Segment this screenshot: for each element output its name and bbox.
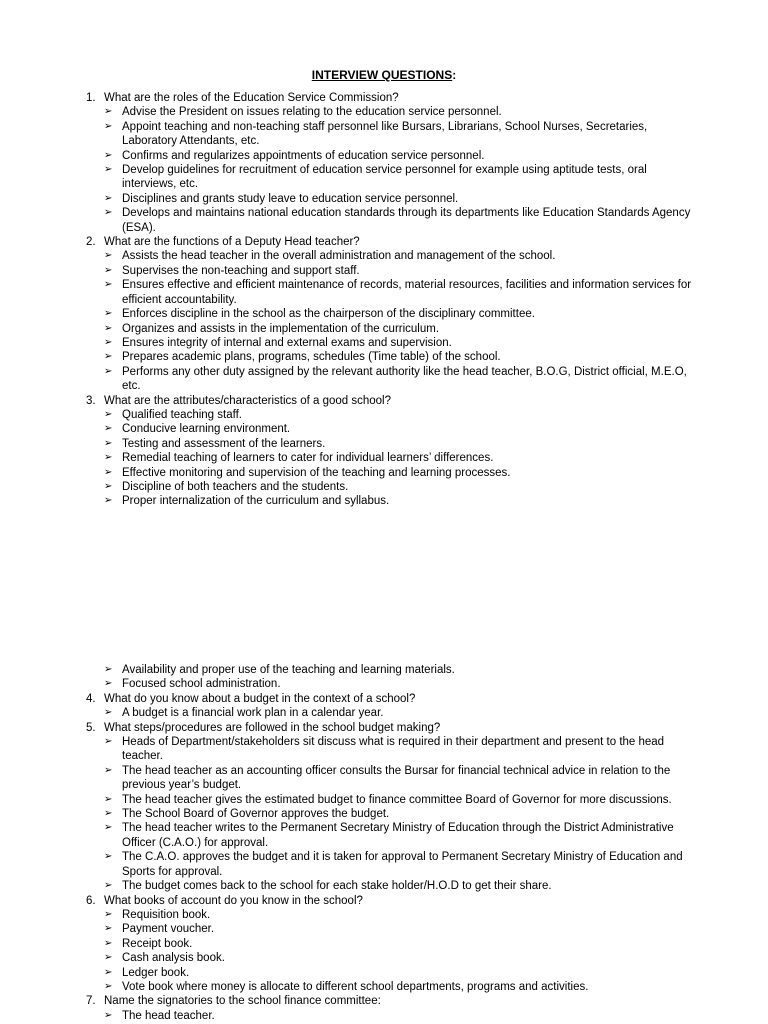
arrow-bullet-icon: ➢ (104, 192, 113, 204)
arrow-bullet-icon: ➢ (104, 678, 113, 690)
arrow-bullet-icon: ➢ (104, 664, 113, 675)
answer-bullet (0, 365, 768, 394)
answer-bullet (0, 480, 768, 494)
answer-text: Confirms and regularizes appointments of education service personnel. (122, 149, 485, 162)
answer-text: Assists the head teacher in the overall administration and management of the school. (122, 250, 556, 263)
question-number: 4. (86, 692, 96, 705)
answer-bullet (0, 163, 768, 192)
answer-text: The head teacher gives the estimated budget to finance committee Board of Governor for more discussions. (122, 793, 672, 806)
answer-text: The head teacher as an accounting officer consults the Bursar for financial technical advice in relation to the previous year’s budget. (122, 764, 671, 792)
answer-bullet (0, 249, 768, 263)
arrow-bullet-icon: ➢ (104, 408, 113, 420)
answer-bullet (0, 278, 768, 307)
arrow-bullet-icon: ➢ (104, 937, 113, 949)
answer-text: Ensures effective and efficient maintenance of records, material resources, facilities and information services for efficient accountability. (122, 279, 692, 306)
question-text: What steps/procedures are followed in the school budget making? (104, 721, 441, 734)
answer-text: Testing and assessment of the learners. (122, 437, 326, 450)
arrow-bullet-icon: ➢ (104, 851, 113, 863)
arrow-bullet-icon: ➢ (104, 908, 113, 920)
answer-bullet (0, 336, 768, 350)
answer-text: Enforces discipline in the school as the chairperson of the disciplinary committee. (122, 308, 535, 321)
answer-bullet (0, 466, 768, 480)
answer-bullet (0, 264, 768, 278)
answer-text: Performs any other duty assigned by the relevant authority like the head teacher, B.O.G, District official, M.E.O, etc. (122, 365, 687, 393)
arrow-bullet-icon: ➢ (104, 264, 113, 276)
question (0, 692, 768, 706)
answer-text: Appoint teaching and non-teaching staff personnel like Bursars, Librarians, School Nurses, Secretaries, Laboratory Attendants, etc. (122, 120, 648, 148)
answer-text: Effective monitoring and supervision of the teaching and learning processes. (122, 466, 511, 479)
question (0, 91, 768, 105)
question-number: 5. (86, 721, 96, 734)
arrow-bullet-icon: ➢ (104, 308, 113, 320)
answer-text: The head teacher. (122, 1009, 215, 1022)
arrow-bullet-icon: ➢ (104, 207, 113, 219)
answer-text: Conducive learning environment. (122, 423, 291, 436)
answer-bullet (0, 807, 768, 821)
arrow-bullet-icon: ➢ (104, 736, 113, 748)
answer-bullet (0, 437, 768, 451)
answer-text: Disciplines and grants study leave to education service personnel. (122, 192, 459, 205)
answer-bullet (0, 966, 768, 980)
arrow-bullet-icon: ➢ (104, 793, 113, 805)
answer-bullet (0, 706, 768, 720)
arrow-bullet-icon: ➢ (104, 1009, 113, 1021)
arrow-bullet-icon: ➢ (104, 351, 113, 363)
question-number: 1. (86, 92, 96, 104)
question-text: What do you know about a budget in the context of a school? (104, 692, 416, 705)
answer-text: Proper internalization of the curriculum and syllabus. (122, 495, 390, 508)
arrow-bullet-icon: ➢ (104, 164, 113, 176)
answer-text: Cash analysis book. (122, 952, 225, 965)
arrow-bullet-icon: ➢ (104, 322, 113, 334)
answer-text: Qualified teaching staff. (122, 408, 242, 421)
question-text: Name the signatories to the school finance committee: (104, 995, 381, 1008)
arrow-bullet-icon: ➢ (104, 250, 113, 262)
question-number: 2. (86, 236, 96, 249)
answer-text: The School Board of Governor approves the budget. (122, 808, 390, 821)
arrow-bullet-icon: ➢ (104, 822, 113, 834)
arrow-bullet-icon: ➢ (104, 437, 113, 449)
arrow-bullet-icon: ➢ (104, 495, 113, 507)
page-title: INTERVIEW QUESTIONS: (311, 68, 457, 82)
answer-text: Prepares academic plans, programs, schedules (Time table) of the school. (122, 351, 501, 364)
answer-text: The head teacher writes to the Permanent Secretary Ministry of Education through the District Administrative Officer (C.A.O.) for approval. (122, 822, 674, 849)
arrow-bullet-icon: ➢ (104, 808, 113, 820)
answer-bullet (0, 422, 768, 436)
arrow-bullet-icon: ➢ (104, 365, 113, 377)
question-number: 3. (86, 394, 96, 407)
answer-bullet (0, 980, 768, 994)
answer-text: The budget comes back to the school for each stake holder/H.O.D to get their share. (122, 880, 552, 893)
answer-text: Availability and proper use of the teaching and learning materials. (122, 664, 455, 676)
answer-text: Develops and maintains national education standards through its departments like Education Standards Agency (ESA). (122, 207, 691, 234)
answer-bullet (0, 105, 768, 119)
question-number: 6. (86, 894, 96, 907)
answer-bullet (0, 494, 768, 508)
question-text: What are the attributes/characteristics of a good school? (104, 394, 392, 407)
arrow-bullet-icon: ➢ (104, 279, 113, 291)
answer-text: Payment voucher. (122, 923, 215, 936)
answer-bullet (0, 120, 768, 149)
question-text: What are the functions of a Deputy Head teacher? (104, 236, 360, 249)
question (0, 394, 768, 408)
answer-text: Heads of Department/stakeholders sit discuss what is required in their department and present to the head teacher. (122, 736, 665, 763)
answer-bullet (0, 850, 768, 879)
question-block (0, 91, 768, 509)
answer-bullet (0, 922, 768, 936)
question-number: 7. (86, 995, 96, 1008)
arrow-bullet-icon: ➢ (104, 952, 113, 964)
arrow-bullet-icon: ➢ (104, 923, 113, 935)
answer-bullet (0, 1009, 768, 1023)
answer-bullet (0, 350, 768, 364)
question (0, 235, 768, 249)
answer-text: Discipline of both teachers and the students. (122, 480, 349, 493)
answer-bullet (0, 451, 768, 465)
answer-bullet (0, 879, 768, 893)
arrow-bullet-icon: ➢ (104, 336, 113, 348)
answer-bullet (0, 663, 768, 677)
answer-bullet (0, 951, 768, 965)
arrow-bullet-icon: ➢ (104, 880, 113, 892)
answer-bullet (0, 908, 768, 922)
answer-text: The C.A.O. approves the budget and it is taken for approval to Permanent Secretary Ministry of Education and Sports for approval. (122, 851, 683, 878)
answer-text: Remedial teaching of learners to cater for individual learners’ differences. (122, 452, 494, 465)
answer-text: Develop guidelines for recruitment of education service personnel for example using aptitude tests, oral interviews, etc. (122, 164, 647, 191)
arrow-bullet-icon: ➢ (104, 149, 113, 161)
arrow-bullet-icon: ➢ (104, 423, 113, 435)
answer-text: Receipt book. (122, 937, 193, 950)
answer-text: Supervises the non-teaching and support staff. (122, 264, 360, 277)
answer-text: A budget is a financial work plan in a calendar year. (122, 707, 384, 720)
answer-text: Focused school administration. (122, 678, 281, 691)
answer-bullet (0, 307, 768, 321)
arrow-bullet-icon: ➢ (104, 106, 113, 118)
question (0, 894, 768, 908)
arrow-bullet-icon: ➢ (104, 466, 113, 478)
arrow-bullet-icon: ➢ (104, 764, 113, 776)
answer-bullet (0, 793, 768, 807)
answer-bullet (0, 821, 768, 850)
answer-bullet (0, 677, 768, 691)
answer-bullet (0, 206, 768, 235)
answer-bullet (0, 735, 768, 764)
answer-bullet (0, 322, 768, 336)
answer-bullet (0, 149, 768, 163)
answer-text: Advise the President on issues relating to the education service personnel. (122, 106, 502, 119)
answer-bullet (0, 764, 768, 793)
arrow-bullet-icon: ➢ (104, 120, 113, 132)
answer-text: Vote book where money is allocate to different school departments, programs and activities. (122, 980, 589, 993)
arrow-bullet-icon: ➢ (104, 966, 113, 978)
answer-bullet (0, 937, 768, 951)
arrow-bullet-icon: ➢ (104, 707, 113, 719)
arrow-bullet-icon: ➢ (104, 480, 113, 492)
question (0, 994, 768, 1008)
question (0, 721, 768, 735)
answer-bullet (0, 192, 768, 206)
answer-bullet (0, 408, 768, 422)
question-text: What are the roles of the Education Service Commission? (104, 92, 399, 104)
question-block (0, 663, 768, 1023)
answer-text: Organizes and assists in the implementation of the curriculum. (122, 322, 440, 335)
answer-text: Requisition book. (122, 908, 211, 921)
answer-text: Ledger book. (122, 966, 190, 979)
arrow-bullet-icon: ➢ (104, 452, 113, 464)
arrow-bullet-icon: ➢ (104, 980, 113, 992)
answer-text: Ensures integrity of internal and external exams and supervision. (122, 336, 452, 349)
question-text: What books of account do you know in the school? (104, 894, 363, 907)
